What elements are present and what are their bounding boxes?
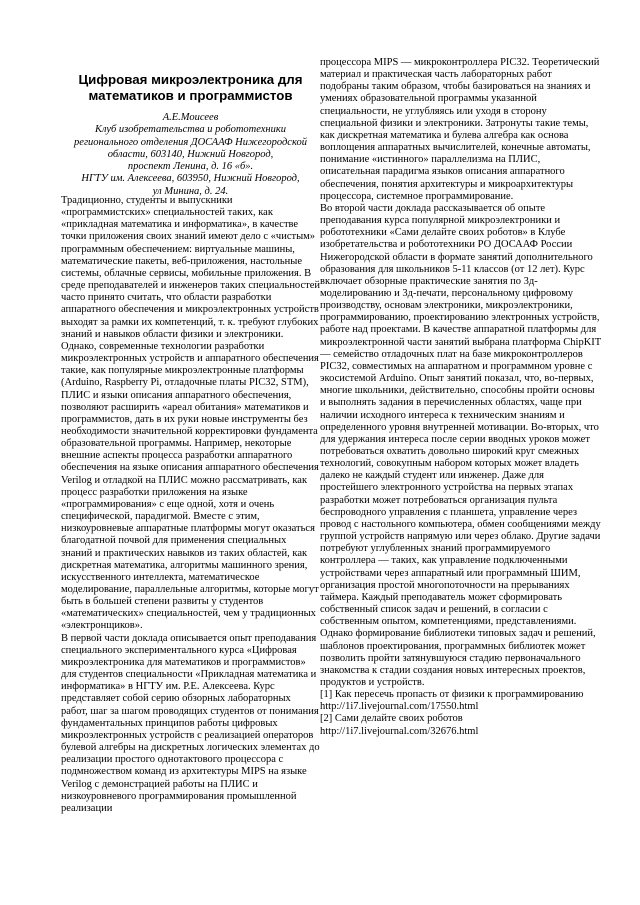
affiliation-line: проспект Ленина, д. 16 «б». bbox=[127, 161, 254, 173]
author-name: А.Е.Моисеев bbox=[162, 112, 219, 123]
reference-item: [1] Как пересечь пропасть от физики к программированию http://1i7.livejournal.com/17550.html bbox=[320, 689, 584, 713]
reference-item: [2] Сами делайте своих роботов http://1i7.livejournal.com/32676.html bbox=[320, 713, 479, 737]
affiliation-line: регионального отделения ДОСААФ Нижегородской bbox=[74, 136, 307, 148]
affiliation-line: области, 603140, Нижний Новгород, bbox=[107, 148, 274, 160]
affiliation-line: Клуб изобретательства и робототехники bbox=[94, 124, 287, 136]
right-column-body bbox=[320, 57, 602, 738]
body-paragraph: процессора MIPS — микроконтроллера PIC32. Теоретический материал и практическая часть лабораторных работ подобраны таким образом, чтобы базироваться на знаниях и умениях образовательной программы указанной специальности, не углубляясь или уходя в сторону специальной физики и электроники. Затронуты такие темы, как дискретная математика и булева алгебра как основа воплощения аппаратных вычислителей, конечные автоматы, понимание «истинного» параллелизма на ПЛИС, описательная парадигма языков описания аппаратного обеспечения, понятия архитектуры и микроархитектуры процессора, системное программирование. bbox=[320, 57, 600, 202]
affiliation-line: НГТУ им. Алексеева, 603950, Нижний Новгород, bbox=[81, 173, 300, 185]
affiliation-line: ул Минина, д. 24. bbox=[152, 185, 229, 197]
body-paragraph: В первой части доклада описывается опыт преподавания специального экспериментального курса «Цифровая микроэлектроника для математиков и программистов» для студентов специальности «Прикладная математика и информатика» в НГТУ им. Р.Е. Алексеева. Курс представляет собой серию обзорных лабораторных работ, шаг за шагом проводящих студентов от понимания фундаментальных принципов работы цифровых микроэлектронных устройств с реализацией операторов булевой алгебры на дискретных логических элементах до реализации простого однотактового процессора с подмножеством команд из архитектуры MIPS на языке Verilog с демонстрацией работы на ПЛИС и низкоуровневого программирования промышленной реализации bbox=[61, 632, 320, 814]
left-column-body bbox=[61, 195, 320, 815]
paper-title: Цифровая микроэлектроника для математиков и программистов bbox=[78, 72, 303, 103]
body-paragraph: Традиционно, студенты и выпускники «программистских» специальностей таких, как «прикладная математика и информатика», в качестве точки приложения своих знаний имеют дело с «чистым» программным обеспечением: виртуальные машины, математические пакеты, веб-приложения, настольные системы, облачные сервисы, мобильные приложения. В среде преподавателей и инженеров таких специальностей часто принято считать, что области разработки аппаратного обеспечения и микроэлектронных устройств выходят за рамки их компетенций, т. к. требуют глубоких знаний и навыков области физики и электроники. Однако, современные технологии разработки микроэлектронных устройств и аппаратного обеспечения такие, как популярные микроэлектронные платформы (Arduino, Raspberry Pi, отладочные платы PIC32, STM), ПЛИС и языки описания аппаратного обеспечения, позволяют расширить «ареал обитания» математиков и программистов, дать в их руки новые инструменты без необходимости значительной корректировки фундамента образовательной программы. Например, некоторые внешние аспекты процесса разработки аппаратного обеспечения на языке описания аппаратного обеспечения Verilog и отладкой на ПЛИС можно рассматривать, как процесс разработки приложения на языке «программирования» с еще одной, хотя и очень специфической, парадигмой. Вместе с этим, низкоуровневые аппаратные платформы могут оказаться благодатной почвой для применения специальных знаний и практических навыков из таких областей, как дискретная математика, алгоритмы машинного зрения, искусственного интеллекта, математическое моделирование, параллельные алгоритмы, которые могут быть в большей степени развиты у студентов «математических» специальностей, чем у традиционных «электронщиков». bbox=[61, 195, 320, 632]
body-paragraph: Во второй части доклада рассказывается об опыте преподавания курса популярной микроэлектроники и робототехники «Сами делайте своих роботов» в Клубе изобретательства и робототехники РО ДОСААФ России Нижегородской области в формате занятий дополнительного образования для школьников 5-11 классов (от 12 лет). Курс включает обзорные практические занятия по 3д-моделированию и 3д-печати, персональному цифровому производству, основам электроники, микроэлектроники, программированию, проектированию электронных устройств, работе над проектами. В качестве аппаратной платформы для микроэлектронной части занятий выбрана платформа ChipKIT — семейство отладочных плат на базе микроконтроллеров PIC32, совместимых на аппаратном и программном уровне с экосистемой Arduino. Опыт занятий показал, что, во-первых, многие школьники, действительно, способны пройти основы и выполнять задания в перечисленных областях, чаще при наличии исходного интереса к техническим знаниям и определенного уровня внутренней мотивации. Во-вторых, что для удержания интереса после серии вводных уроков может потребоваться охватить довольно широкий круг смежных технологий, совокупным набором которых может владеть далеко не каждый студент или инженер. Даже для простейшего электронного устройства на первых этапах разработки может потребоваться организация пульта беспроводного управления с планшета, управление через провод с настольного компьютера, обмен сообщениями между группой устройств напрямую или через облако. Другие задачи потребуют углубленных знаний программируемого контроллера — таких, как управление подключенными устройствами через аппаратный или программный ШИМ, организация простой многопоточности на прерываниях таймера. Каждый преподаватель может сформировать собственный список задач и решений, в согласии с собственным опытом, компетенциями, представлениями. Однако формирование библиотеки типовых задач и решений, шаблонов проектирования, программных библиотек может позволить пройти затянувшуюся стадию первоначального знакомства к стадии создания новых интересных проектов, продуктов и устройств. bbox=[320, 202, 601, 688]
author-block bbox=[61, 112, 320, 198]
